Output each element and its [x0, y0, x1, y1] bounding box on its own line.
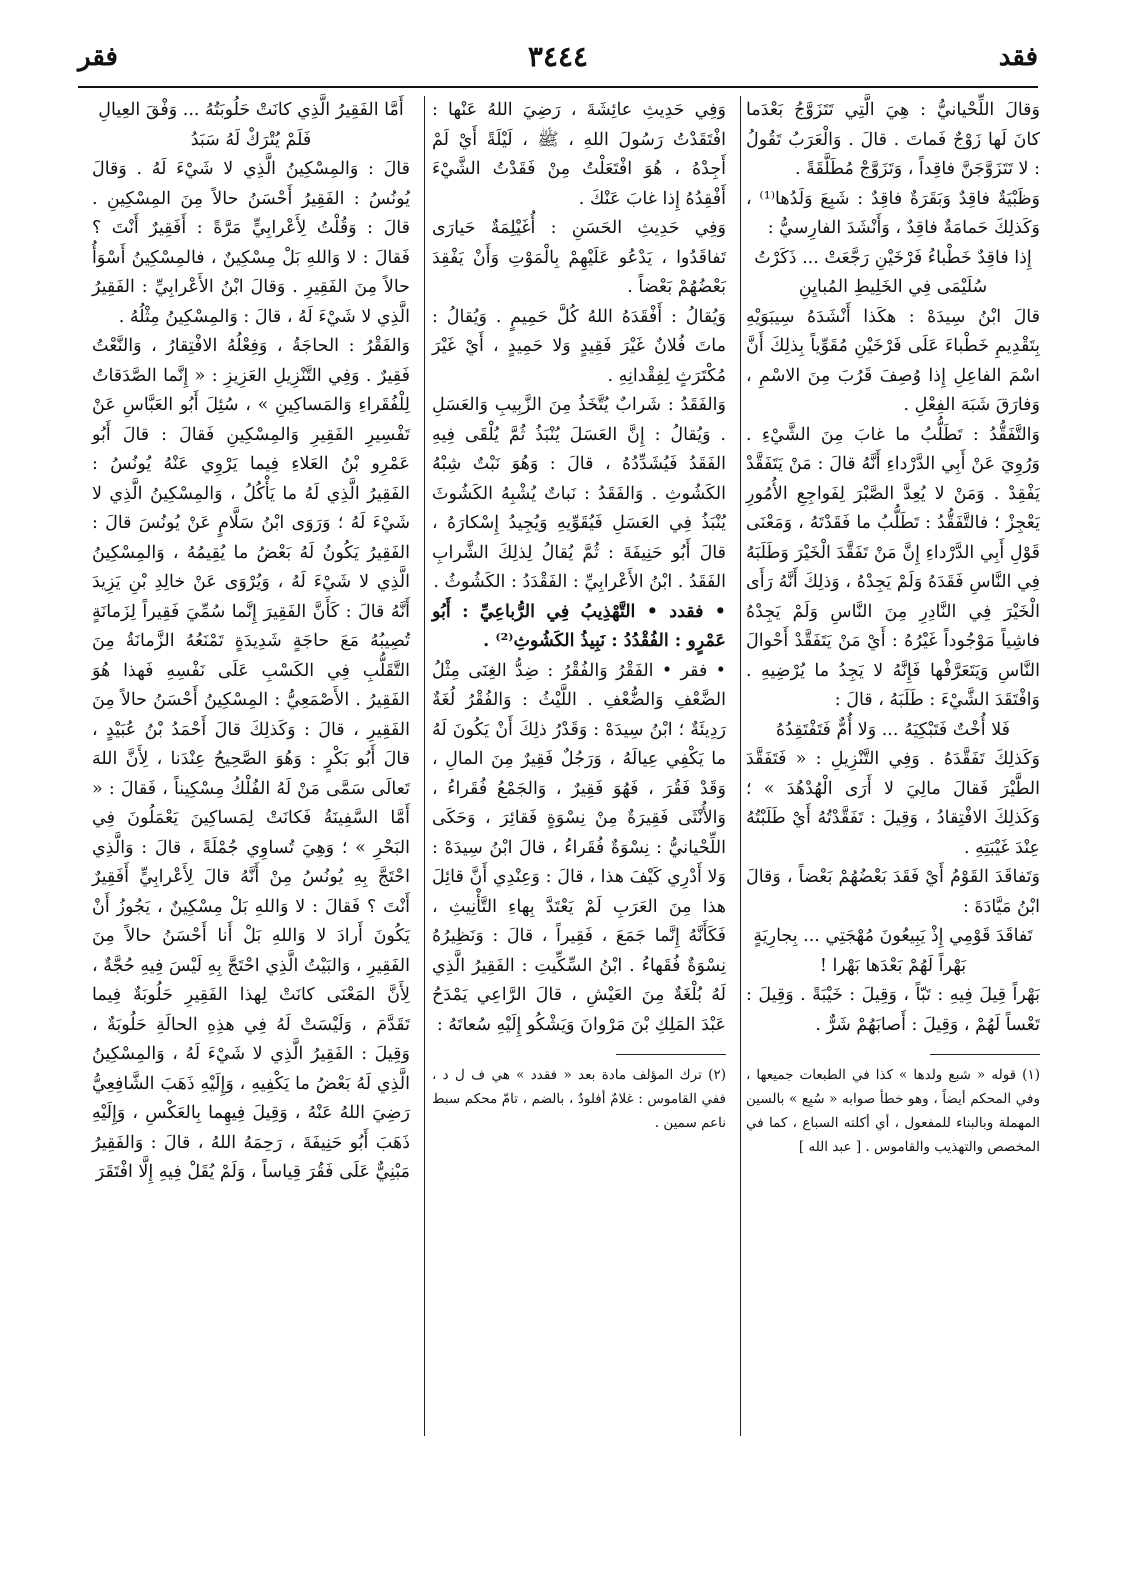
footnote-rule — [930, 1054, 1040, 1055]
paragraph: وَقالَ اللِّحْيانيُّ : هِيَ الَّتِي تَتَزَوَّجُ بَعْدَما كانَ لَها زَوْجٌ فَماتَ . قالَ . وَالْعَرَبُ تَقُولُ : لا تَتَزَوَّجَنَّ فاقِداً ، وَتَزَوَّجْ مُطَلَّقَةً . — [746, 100, 1040, 179]
paragraph: وَفِي حَدِيثِ الحَسَنِ : أُغَيْلِمَةٌ حَيارَى تَفاقَدُوا ، يَدْعُو عَلَيْهِمْ بِالْمَوْتِ وَأَنْ يَفْقِدَ بَعْضُهُمْ بَعْضاً . — [432, 218, 726, 297]
paragraph: وَظَبْيَةٌ فاقِدٌ وَبَقَرَةٌ فاقِدٌ : شَبِعَ وَلَدُها⁽¹⁾ ، وَكَذلِكَ حَمامَةٌ فاقِدٌ ، وَأَنْشَدَ الفارِسيُّ : — [746, 188, 1040, 238]
verse: أَمَّا الفَقِيرُ الَّذِي كانَتْ حَلُوبَتُهُ ... وَفْقَ العِيالِ فَلَمْ يُتْرَكْ لَهُ سَبَدُ — [98, 100, 404, 150]
paragraph: بَهْراً قِيلَ فِيهِ : تَبّاً ، وَقِيلَ : خَيْبَةً . وَقِيلَ : تَعْساً لَهُمْ ، وَقِيلَ : أَصابَهُمْ شَرٌّ . — [746, 985, 1040, 1035]
page-header — [78, 38, 1038, 84]
column-right — [746, 96, 1040, 1159]
paragraph: وَالتَّفَقُّدُ : تَطَلُّبُ ما غابَ مِنَ الشَّيْءِ . وَرُوِيَ عَنْ أَبِي الدَّرْداءِ أَنَّهُ قالَ : مَنْ يَتَفَقَّدْ يَفْقِدْ . وَمَنْ لا يُعِدَّ الصَّبْرَ لِفَواجِعِ الأُمُورِ يَعْجِزْ ؛ فالتَّفَقُّدُ : تَطَلُّبُ ما فَقَدْتَهُ ، وَمَعْنَى قَوْلِ أَبِي الدَّرْداءِ إِنَّ مَنْ تَفَقَّدَ الْخَيْرَ وَطَلَبَهُ فِي النَّاسِ فَقَدَهُ وَلَمْ يَجِدْهُ ، وَذلِكَ أَنَّهُ رَأَى الْخَيْرَ فِي النَّادِرِ مِنَ النَّاسِ وَلَمْ يَجِدْهُ فاشِياً مَوْجُوداً غَيْرُهُ : أَيْ مَنْ يَتَفَقَّدْ أَحْوالَ النَّاسِ وَيَتَعَرَّفْها فَإِنَّهُ لا يَجِدُ ما يُرْضِيهِ . وَافْتَقَدَ الشَّيْءَ : طَلَبَهُ ، قالَ : — [746, 424, 1040, 710]
page-number: ٣٤٤٤ — [527, 40, 589, 73]
verse: تَفاقَدَ قَوْمِي إِذْ يَبِيعُونَ مُهْجَتِي ... بِجارِيَةٍ بَهْراً لَهُمْ بَعْدَها بَهْرا ! — [753, 926, 1033, 976]
verse: إِذا فاقِدٌ خَطْباءُ فَرْخَيْنِ رَجَّعَتْ ... ذَكَرْتُ سُلَيْمَى فِي الخَلِيطِ المُبايِنِ — [754, 247, 1032, 297]
verse: فَلا أُخْتٌ فَتَبْكِيَهُ ... وَلا أُمٌّ فَتَفْتَقِدُهُ — [775, 719, 1011, 740]
running-headword-right: فقد — [998, 42, 1038, 72]
paragraph: وَتَفاقَدَ القَوْمُ أَيْ فَقَدَ بَعْضُهُمْ بَعْضاً ، وَقالَ ابْنُ مَيَّادَةَ : — [746, 867, 1040, 917]
column-left — [92, 96, 410, 1188]
paragraph: وَكَذلِكَ تَفَقَّدَهُ . وَفِي التَّنْزِيلِ : « فَتَفَقَّدَ الطَّيْرَ فَقالَ مالِيَ لا أَرَى الْهُدْهُدَ » ؛ وَكَذلِكَ الافْتِقادُ ، وَقِيلَ : تَفَقَّدْتُهُ أَيْ طَلَبْتُهُ عِنْدَ غَيْبَتِهِ . — [746, 749, 1040, 858]
column-separator — [424, 96, 425, 1436]
paragraph: وَيُقالُ : أَفْقَدَهُ اللهُ كُلَّ حَمِيمٍ . وَيُقالُ : ماتَ فُلانٌ غَيْرَ فَقِيدٍ وَلا حَمِيدٍ ، أَيْ غَيْرَ مُكْتَرَثٍ لِفِقْدانِهِ . — [432, 306, 726, 386]
entry-fqr: • فقر • الفَقْرُ وَالفُقْرُ : ضِدُّ الغِنَى مِثْلُ الضَّعْفِ وَالضُّعْفِ . اللَّيْثُ : وَالفُقْرُ لُغَةٌ رَدِيئَةٌ ؛ ابْنُ سِيدَهْ : وَقَدْرُ ذلِكَ أَنْ يَكُونَ لَهُ ما يَكْفِي عِيالَهُ ، وَرَجُلٌ فَقِيرٌ مِنَ المالِ ، وَقَدْ فَقُرَ ، فَهُوَ فَقِيرٌ ، وَالجَمْعُ فُقَراءُ ، وَالأُنْثَى فَقِيرَةٌ مِنْ نِسْوَةٍ فَقائِرَ ، وَحَكَى اللِّحْيانيُّ : نِسْوَةٌ فُقَراءُ ، قالَ ابْنُ سِيدَهْ : وَلا أَدْرِي كَيْفَ هذا ، قالَ : وَعِنْدِي أَنَّ قائِلَ هذا مِنَ العَرَبِ لَمْ يَعْتَدَّ بِهاءِ التَّأْنِيثِ ، فَكَأَنَّهُ إِنَّما جَمَعَ ، فَقِيراً ، قالَ : وَنَظِيرُهُ نِسْوَةٌ فُقَهاءُ . ابْنُ السِّكِّيتِ : الفَقِيرُ الَّذِي لَهُ بُلْغَةٌ مِنَ العَيْشِ ، قالَ الرَّاعِي يَمْدَحُ عَبْدَ المَلِكِ بْنَ مَرْوانَ وَيَشْكُو إِلَيْهِ سُعاتَهُ : — [432, 660, 726, 1035]
running-headword-left: فقر — [78, 42, 118, 72]
header-rule — [78, 86, 1038, 88]
paragraph: وَفِي حَدِيثِ عائِشَةَ ، رَضِيَ اللهُ عَنْها : افْتَقَدْتُ رَسُولَ اللهِ ، ﷺ ، لَيْلَةً أَيْ لَمْ أَجِدْهُ ، هُوَ افْتَعَلْتُ مِنْ فَقَدْتُ الشَّيْءَ أَفْقِدُهُ إِذا غابَ عَنْكَ . — [432, 100, 726, 209]
paragraph: قالَ : وَالمِسْكِينُ الَّذِي لا شَيْءَ لَهُ . وَقالَ يُونُسُ : الفَقِيرُ أَحْسَنُ حالاً مِنَ المِسْكِينِ . قالَ : وَقُلْتُ لِأَعْرابِيٍّ مَرَّةً : أَفَقِيرٌ أَنْتَ ؟ فَقالَ : لا وَاللهِ بَلْ مِسْكِينٌ ، فالمِسْكِينُ أَسْوَأُ حالاً مِنَ الفَقِيرِ . وَقالَ ابْنُ الأَعْرابِيِّ : الفَقِيرُ الَّذِي لا شَيْءَ لَهُ ، قالَ : وَالمِسْكِينُ مِثْلُهُ . — [92, 159, 410, 327]
column-separator — [740, 96, 741, 1436]
column-middle — [432, 96, 726, 1135]
footnote-rule — [616, 1054, 726, 1055]
entry-fqdd: • فقدد • التَّهْذِيبُ فِي الرُّباعِيِّ : أَبُو عَمْرٍو : الفُقْدُدُ : نَبِيذُ الكَشُوثِ⁽²⁾ . — [432, 601, 726, 651]
paragraph: قالَ ابْنُ سِيدَهْ : هكَذا أَنْشَدَهُ سِيبَوَيْهِ بِتَقْدِيمِ خَطْباءَ عَلَى فَرْخَيْنِ مُقَوِّياً بِذلِكَ أَنَّ اسْمَ الفاعِلِ إِذا وُصِفَ قَرُبَ مِنَ الاسْمِ ، وَفارَقَ شَبَهَ الفِعْلِ . — [746, 306, 1040, 415]
footnote: (١) قوله « شبع ولدها » كذا في الطبعات جميعها ، وفي المحكم أيضاً ، وهو خطأ صوابه « سُبِع » بالسين المهملة وبالبناء للمفعول ، أي أكلته السباع ، كما في المخصص والتهذيب والقاموس . [ عبد الله ] — [746, 1067, 1040, 1155]
footnote: (٢) ترك المؤلف مادة بعد « فقدد » هي ف ل د ، ففي القاموس : غلامٌ أفلودٌ ، بالضم ، تامّ محكم سبط ناعم سمين . — [432, 1067, 726, 1131]
paragraph: وَالفَقَدُ : شَرابٌ يُتَّخَذُ مِنَ الزَّبِيبِ وَالعَسَلِ . وَيُقالُ : إِنَّ العَسَلَ يُنْبَذُ ثُمَّ يُلْقَى فِيهِ الفَقَدُ فَيُشَدِّدُهُ ، قالَ : وَهُوَ نَبْتٌ شِبْهُ الكَشُوثِ . وَالفَقَدُ : نَباتٌ يُشْبِهُ الكَشُوثَ يُنْبَذُ فِي العَسَلِ فَيُقَوِّيهِ وَيُجِيدُ إِسْكارَهُ ، قالَ أَبُو حَنِيفَةَ : ثُمَّ يُقالُ لِذلِكَ الشَّرابِ الفَقَدُ . ابْنُ الأَعْرابِيِّ : الفَقْدَدُ : الكَشُوثُ . — [432, 395, 726, 592]
paragraph: وَالفَقْرُ : الحاجَةُ ، وَفِعْلُهُ الافْتِقارُ ، وَالنَّعْتُ فَقِيرٌ . وَفِي التَّنْزِيلِ العَزِيزِ : « إِنَّما الصَّدَقاتُ لِلْفُقَراءِ وَالمَساكِينِ » ، سُئِلَ أَبُو العَبَّاسِ عَنْ تَفْسِيرِ الفَقِيرِ وَالمِسْكِينِ فَقالَ : قالَ أَبُو عَمْرِو بْنُ العَلاءِ فِيما يَرْوِي عَنْهُ يُونُسُ : الفَقِيرُ الَّذِي لَهُ ما يَأْكُلُ ، وَالمِسْكِينُ الَّذِي لا شَيْءَ لَهُ ؛ وَرَوَى ابْنُ سَلَّامٍ عَنْ يُونُسَ قالَ : الفَقِيرُ يَكُونُ لَهُ بَعْضُ ما يُقِيمُهُ ، وَالمِسْكِينُ الَّذِي لا شَيْءَ لَهُ ، وَيُرْوَى عَنْ خالِدِ بْنِ يَزِيدَ أَنَّهُ قالَ : كَأَنَّ الفَقِيرَ إِنَّما سُمِّيَ فَقِيراً لِزَمانَةٍ تُصِيبُهُ مَعَ حاجَةٍ شَدِيدَةٍ تَمْنَعُهُ الزَّمانَةُ مِنَ التَّقَلُّبِ فِي الكَسْبِ عَلَى نَفْسِهِ فَهذا هُوَ الفَقِيرُ . الأَصْمَعِيُّ : المِسْكِينُ أَحْسَنُ حالاً مِنَ الفَقِيرِ ، قالَ : وَكَذلِكَ قالَ أَحْمَدُ بْنُ عُبَيْدٍ ، قالَ أَبُو بَكْرٍ : وَهُوَ الصَّحِيحُ عِنْدَنا ، لِأَنَّ اللهَ تَعالَى سَمَّى مَنْ لَهُ الفُلْكُ مِسْكِيناً ، فَقالَ : « أَمَّا السَّفِينَةُ فَكانَتْ لِمَساكِينَ يَعْمَلُونَ فِي البَحْرِ » ؛ وَهِيَ تُساوِي جُمْلَةً ، قالَ : وَالَّذِي احْتَجَّ بِهِ يُونُسُ مِنْ أَنَّهُ قالَ لِأَعْرابِيٍّ أَفَقِيرٌ أَنْتَ ؟ فَقالَ : لا وَاللهِ بَلْ مِسْكِينٌ ، يَجُوزُ أَنْ يَكُونَ أَرادَ لا وَاللهِ بَلْ أَنا أَحْسَنُ حالاً مِنَ الفَقِيرِ ، وَالبَيْتُ الَّذِي احْتَجَّ بِهِ لَيْسَ فِيهِ حُجَّةٌ ، لِأَنَّ المَعْنَى كانَتْ لِهذا الفَقِيرِ حَلُوبَةٌ فِيما تَقَدَّمَ ، وَلَيْسَتْ لَهُ فِي هذِهِ الحالَةِ حَلُوبَةٌ ، وَقِيلَ : الفَقِيرُ الَّذِي لا شَيْءَ لَهُ ، وَالمِسْكِينُ الَّذِي لَهُ بَعْضُ ما يَكْفِيهِ ، وَإِلَيْهِ ذَهَبَ الشَّافِعِيُّ رَضِيَ اللهُ عَنْهُ ، وَقِيلَ فِيهِما بِالعَكْسِ ، وَإِلَيْهِ ذَهَبَ أَبُو حَنِيفَةَ ، رَحِمَهُ اللهُ ، قالَ : وَالفَقِيرُ مَبْنِيٌّ عَلَى فَقُرَ قِياساً ، وَلَمْ يُقَلْ فِيهِ إِلَّا افْتَقَرَ — [92, 336, 410, 1182]
